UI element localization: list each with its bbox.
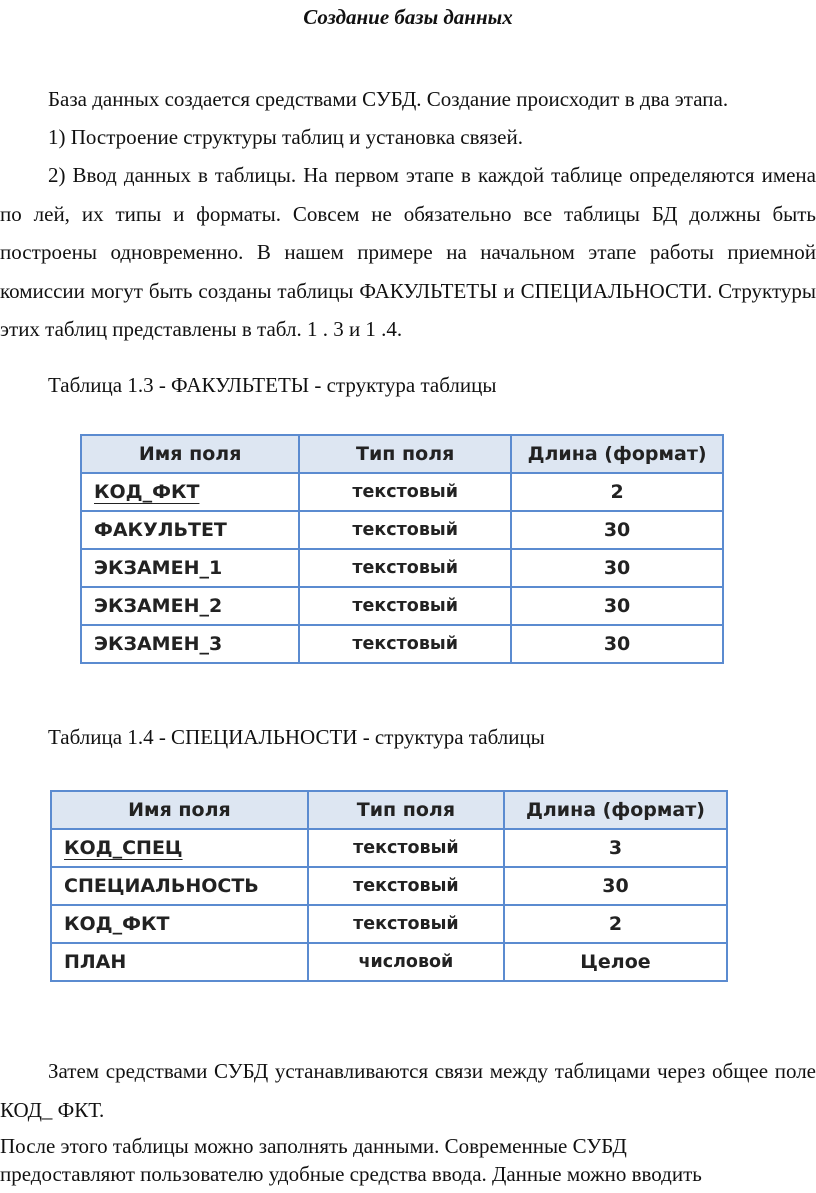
table-row bbox=[81, 473, 723, 511]
cell-field-name: СПЕЦИАЛЬНОСТЬ bbox=[51, 867, 308, 905]
cell-field-type: текстовый bbox=[299, 587, 511, 625]
intro-paragraph-1: База данных создается средствами СУБД. Создание происходит в два этапа. bbox=[48, 87, 729, 111]
cell-field-type: текстовый bbox=[308, 867, 504, 905]
cell-field-name: ЭКЗАМЕН_1 bbox=[81, 549, 299, 587]
table-13-caption: Таблица 1.3 - ФАКУЛЬТЕТЫ - структура таблицы bbox=[48, 373, 497, 397]
cell-field-type: текстовый bbox=[299, 625, 511, 663]
table-header-row bbox=[51, 791, 727, 829]
table-row bbox=[51, 943, 727, 981]
cell-field-length: 30 bbox=[511, 625, 723, 663]
cell-field-type: текстовый bbox=[299, 511, 511, 549]
cell-field-name: ЭКЗАМЕН_2 bbox=[81, 587, 299, 625]
cell-field-name: ФАКУЛЬТЕТ bbox=[81, 511, 299, 549]
cell-field-type: текстовый bbox=[299, 549, 511, 587]
intro-paragraph-2: 1) Построение структуры таблиц и установка связей. bbox=[48, 125, 523, 149]
header-field-length: Длина (формат) bbox=[504, 791, 727, 829]
outro-paragraph-5-line-1: После этого таблицы можно заполнять данными. Современные СУБД bbox=[0, 1134, 627, 1158]
primary-key-field: КОД_ФКТ bbox=[94, 481, 200, 503]
cell-field-length: 30 bbox=[504, 867, 727, 905]
cell-field-type: числовой bbox=[308, 943, 504, 981]
table-specialties-structure bbox=[50, 790, 728, 982]
cell-field-type: текстовый bbox=[308, 905, 504, 943]
header-field-name: Имя поля bbox=[81, 435, 299, 473]
intro-paragraph-3: 2) Ввод данных в таблицы. На первом этапе в каждой таблице определяются имена по лей, их типы и форматы. Совсем не обязательно все таблицы БД должны быть построены одновременно. В нашем примере на начальном этапе работы приемной комиссии могут быть созданы таблицы ФАКУЛЬТЕТЫ и СПЕЦИАЛЬНОСТИ. Структуры этих таблиц представлены в табл. 1 . 3 и 1 .4. bbox=[0, 163, 816, 341]
cell-field-length: 2 bbox=[511, 473, 723, 511]
cell-field-length: 2 bbox=[504, 905, 727, 943]
table-row bbox=[51, 905, 727, 943]
document-title: Создание базы данных bbox=[303, 5, 513, 29]
table-header-row bbox=[81, 435, 723, 473]
header-field-length: Длина (формат) bbox=[511, 435, 723, 473]
cell-field-length: 3 bbox=[504, 829, 727, 867]
header-field-type: Тип поля bbox=[308, 791, 504, 829]
table-row bbox=[81, 625, 723, 663]
cell-field-name: ПЛАН bbox=[51, 943, 308, 981]
table-row bbox=[81, 587, 723, 625]
table-faculties-structure bbox=[80, 434, 724, 664]
header-field-name: Имя поля bbox=[51, 791, 308, 829]
table-row bbox=[51, 829, 727, 867]
cell-field-length: 30 bbox=[511, 549, 723, 587]
cell-field-name bbox=[81, 473, 299, 511]
outro-paragraph-5-line-2: предоставляют пользователю удобные средства ввода. Данные можно вводить bbox=[0, 1162, 702, 1186]
cell-field-length: 30 bbox=[511, 587, 723, 625]
cell-field-type: текстовый bbox=[308, 829, 504, 867]
table-14-caption: Таблица 1.4 - СПЕЦИАЛЬНОСТИ - структура таблицы bbox=[48, 725, 545, 749]
primary-key-field: КОД_СПЕЦ bbox=[64, 837, 183, 859]
table-row bbox=[51, 867, 727, 905]
cell-field-length: Целое bbox=[504, 943, 727, 981]
cell-field-name: ЭКЗАМЕН_3 bbox=[81, 625, 299, 663]
cell-field-name: КОД_ФКТ bbox=[51, 905, 308, 943]
outro-paragraph-4: Затем средствами СУБД устанавливаются связи между таблицами через общее поле КОД_ ФКТ. bbox=[0, 1059, 816, 1122]
table-row bbox=[81, 511, 723, 549]
table-row bbox=[81, 549, 723, 587]
cell-field-name bbox=[51, 829, 308, 867]
header-field-type: Тип поля bbox=[299, 435, 511, 473]
cell-field-length: 30 bbox=[511, 511, 723, 549]
cell-field-type: текстовый bbox=[299, 473, 511, 511]
